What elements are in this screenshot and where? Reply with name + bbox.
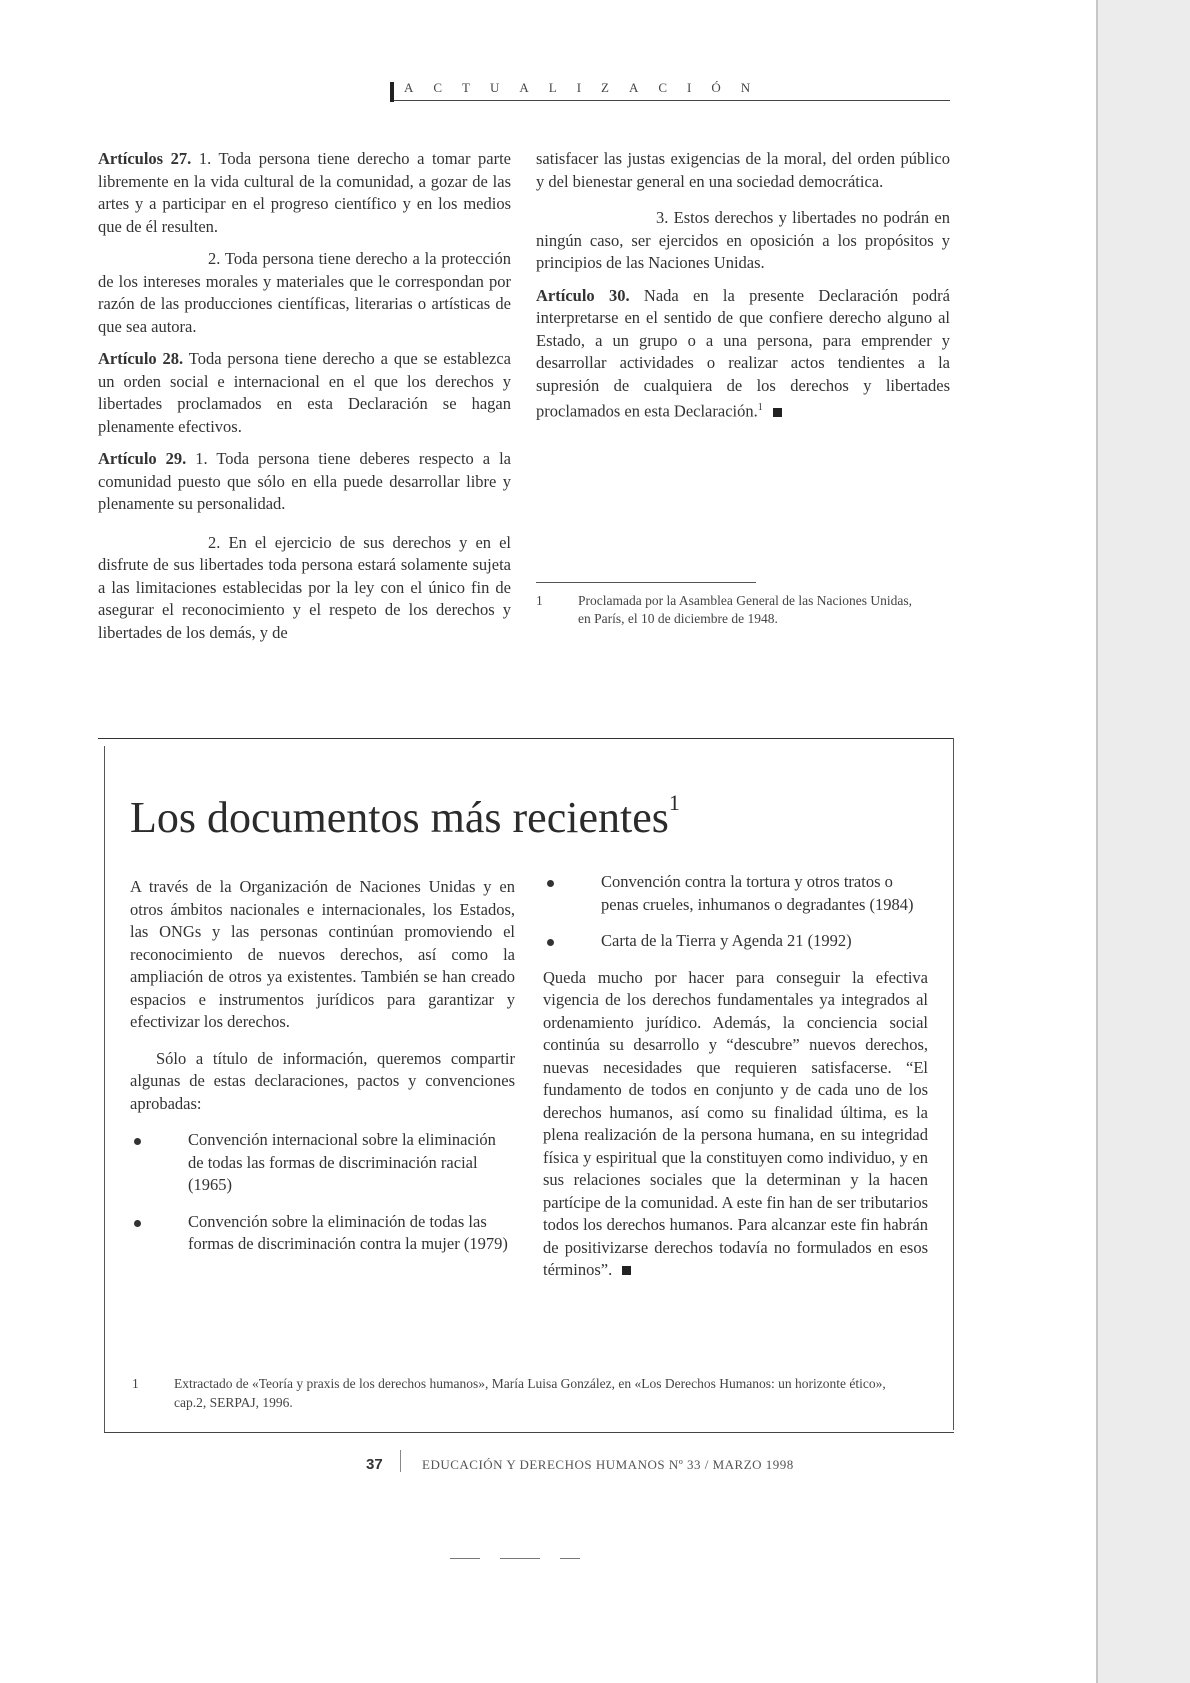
box-title-footnote-ref: 1 [668,790,680,815]
box-border-bottom [104,1432,954,1433]
paragraph-art27-2: 2. Toda persona tiene derecho a la protección de los intereses morales y materiales que le correspondan por razón de las producciones científicas, literarias o artísticas de que sea autora. [98,249,511,336]
box-bullet-list-left [130,1129,515,1256]
page-edge-line [1096,0,1098,1683]
box-footnote [132,1374,912,1412]
scan-artifact-line [450,1558,480,1559]
box-paragraph-3: Queda mucho por hacer para conseguir la efectiva vigencia de los derechos fundamentales ya integrados al ordenamiento jurídico. Además, la conciencia social continúa su desarrollo y “descubre” nuevos derechos, nuevas necesidades que requieren satisfacerse. “El fundamento de todos en conjunto y de cada uno de los derechos humanos, así como su finalidad última, es la plena realización de la persona humana, en su integridad física y espiritual que la constituyen como individuo, y en sus relaciones sociales que la determinan y la hacen partícipe de la comunidad. A este fin han de ser tributarios todos los derechos humanos. Para alcanzar este fin habrán de positivizarse derechos todavía no formulados en esos términos”. [543,967,928,1279]
page-edge-shadow [1096,0,1190,1683]
footnote-number: 1 [536,593,543,608]
end-mark-icon [622,1266,631,1275]
footnote-ref: 1 [757,402,763,413]
list-item: Convención contra la tortura y otros tratos o penas crueles, inhumanos o degradantes (1984) [543,871,928,916]
paragraph-art27-1: Artículos 27. 1. Toda persona tiene derecho a tomar parte libremente en la vida cultural de la comunidad, a gozar de las artes y a participar en el progreso científico y en los medios que de él resulten. [98,149,511,236]
page-number: 37 [366,1456,383,1473]
end-mark-icon [773,408,782,417]
box-right-column [543,871,928,1296]
scan-artifact-line [500,1558,540,1559]
box-title: Los documentos más recientes$^1$ [130,790,680,842]
box-border-right [953,738,954,1430]
paragraph-art29-1: Artículo 29. 1. Toda persona tiene deberes respecto a la comunidad puesto que sólo en ella puede desarrollar libre y plenamente su personalidad. [98,449,512,513]
box-paragraph-1: A través de la Organización de Naciones Unidas y en otros ámbitos nacionales e internacionales, los Estados, las ONGs y las personas continúan promoviendo el reconocimiento de nuevos derechos, así como la ampliación de otros ya existentes. También se han creado espacios e instrumentos jurídicos para garantizar y efectivizar los derechos. [130,877,515,1031]
box-footnote-text: Extractado de «Teoría y praxis de los derechos humanos», María Luisa González, en «Los Derechos Humanos: un horizonte ético», cap.2, SERPAJ, 1996. [174,1376,886,1410]
running-footer: EDUCACIÓN Y DERECHOS HUMANOS Nº 33 / MARZO 1998 [422,1457,794,1472]
header-rule [394,100,950,101]
right-column [536,148,950,433]
box-footnote-number: 1 [132,1376,139,1391]
box-paragraph-2: Sólo a título de información, queremos compartir algunas de estas declaraciones, pactos y convenciones aprobadas: [130,1048,515,1113]
box-border-top [98,738,954,739]
paragraph-art28: Artículo 28. Toda persona tiene derecho a que se establezca un orden social e internacional en el que los derechos y libertades proclamados en esta Declaración se hagan plenamente efectivos. [98,349,512,436]
scan-artifact-line [560,1558,580,1559]
box-border-left [104,746,105,1432]
paragraph-art29-2: 2. En el ejercicio de sus derechos y en el disfrute de sus libertades toda persona estará solamente sujeta a las limitaciones establecidas por la ley con el único fin de asegurar el reconocimiento y el respeto de los derechos y libertades de los demás, y de [98,532,511,642]
paragraph-art30: Artículo 30. Nada en la presente Declaración podrá interpretarse en el sentido de que confiere derecho alguno al Estado, a un grupo o a una persona, para emprender y desarrollar actividades o realizar actos tendientes a la supresión de cualquiera de los derechos y libertades proclamados en esta Declaración.$^1$ [536,285,950,421]
footer-divider [400,1450,401,1472]
section-header: ACTUALIZACIÓN [404,80,771,95]
header-bar [390,82,394,102]
box-left-column [130,876,515,1270]
footnote-rule [536,582,756,583]
footnote [536,592,926,628]
left-column [98,148,511,654]
list-item: Convención sobre la eliminación de todas las formas de discriminación contra la mujer (1979) [130,1211,515,1256]
list-item: Carta de la Tierra y Agenda 21 (1992) [543,930,928,953]
list-item: Convención internacional sobre la eliminación de todas las formas de discriminación racial (1965) [130,1129,515,1197]
paragraph-art29-cont: satisfacer las justas exigencias de la moral, del orden público y del bienestar general en una sociedad democrática. [536,149,950,191]
box-bullet-list-right [543,871,928,953]
footnote-text: Proclamada por la Asamblea General de las Naciones Unidas, en París, el 10 de diciembre de 1948. [578,593,913,626]
paragraph-art29-3: 3. Estos derechos y libertades no podrán en ningún caso, ser ejercidos en oposición a los propósitos y principios de las Naciones Unidas. [536,208,950,272]
